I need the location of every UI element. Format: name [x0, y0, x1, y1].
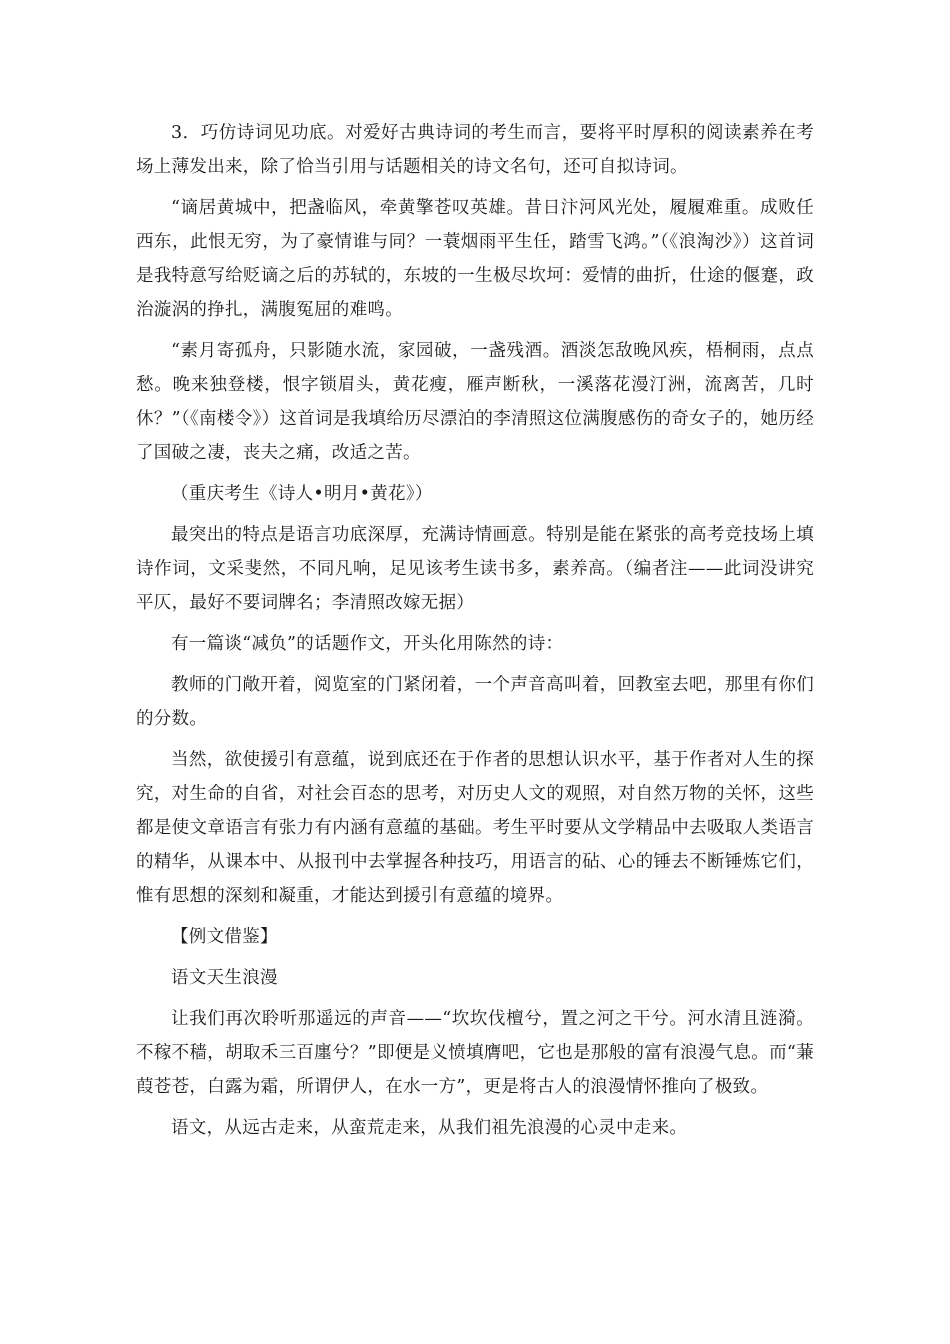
paragraph-adapted-poem: 教师的门敞开着，阅览室的门紧闭着，一个声音高叫着，回教室去吧，那里有你们的分数。 — [136, 675, 814, 729]
paragraph-jianfu-intro: 有一篇谈“减负”的话题作文，开头化用陈然的诗： — [171, 634, 564, 654]
paragraph-commentary: 最突出的特点是语言功底深厚，充满诗情画意。特别是能在紧张的高考竞技场上填诗作词，文采斐然，不同凡响，足见该考生读书多，素养高。（编者注——此词没讲究平仄，最好不要词牌名；李清照改嫁无据） — [136, 525, 814, 613]
paragraph-conclusion: 当然，欲使援引有意蕴，说到底还在于作者的思想认识水平，基于作者对人生的探究，对生命的自省，对社会百态的思考，对历史人文的观照，对自然万物的关怀，这些都是使文章语言有张力有内涵有意蕴的基础。考生平时要从文学精品中去吸取人类语言的精华，从课本中、从报刊中去掌握各种技巧，用语言的砧、心的锤去不断锤炼它们，惟有思想的深刻和凝重，才能达到援引有意蕴的境界。 — [136, 750, 814, 906]
paragraph-langtaosha-poem: “谪居黄城中，把盏临风，牵黄擎苍叹英雄。昔日汴河风光处，履履难重。成败任西东，此恨无穷，为了豪情谁与同？一蓑烟雨平生任，踏雪飞鸿。”（《浪淘沙》）这首词是我特意写给贬谪之后的苏轼的，东坡的一生极尽坎坷：爱情的曲折，仕途的偃蹇，政治漩涡的挣扎，满腹冤屈的难鸣。 — [136, 198, 814, 320]
paragraph-nanlouling-poem: “素月寄孤舟，只影随水流，家园破，一盏残酒。酒淡怎敌晚风疾，梧桐雨，点点愁。晚来独登楼，恨字锁眉头，黄花瘦，雁声断秋，一溪落花漫汀洲，流离苦，几时休？”（《南楼令》）这首词是我填给历尽漂泊的李清照这位满腹感伤的奇女子的，她历经了国破之凄，丧夫之痛，改适之苦。 — [136, 341, 814, 463]
paragraph-source-attribution: （重庆考生《诗人•明月•黄花》） — [171, 484, 433, 504]
paragraph-example-body-1: 让我们再次聆听那遥远的声音——“坎坎伐檀兮，置之河之干兮。河水清且涟漪。不稼不穑，胡取禾三百廛兮？”即便是义愤填膺吧，它也是那般的富有浪漫气息。而“蒹葭苍苍，白露为霜，所谓伊人，在水一方”，更是将古人的浪漫情怀推向了极致。 — [136, 1009, 814, 1097]
paragraph-example-body-2: 语文，从远古走来，从蛮荒走来，从我们祖先浪漫的心灵中走来。 — [171, 1118, 688, 1138]
document-body — [136, 116, 814, 1152]
paragraph-imitate-poetry-heading: 3．巧仿诗词见功底。对爱好古典诗词的考生而言，要将平时厚积的阅读素养在考场上薄发出来，除了恰当引用与话题相关的诗文名句，还可自拟诗词。 — [136, 123, 814, 177]
section-heading-example: 【例文借鉴】 — [171, 927, 278, 947]
example-essay-title: 语文天生浪漫 — [171, 968, 278, 988]
